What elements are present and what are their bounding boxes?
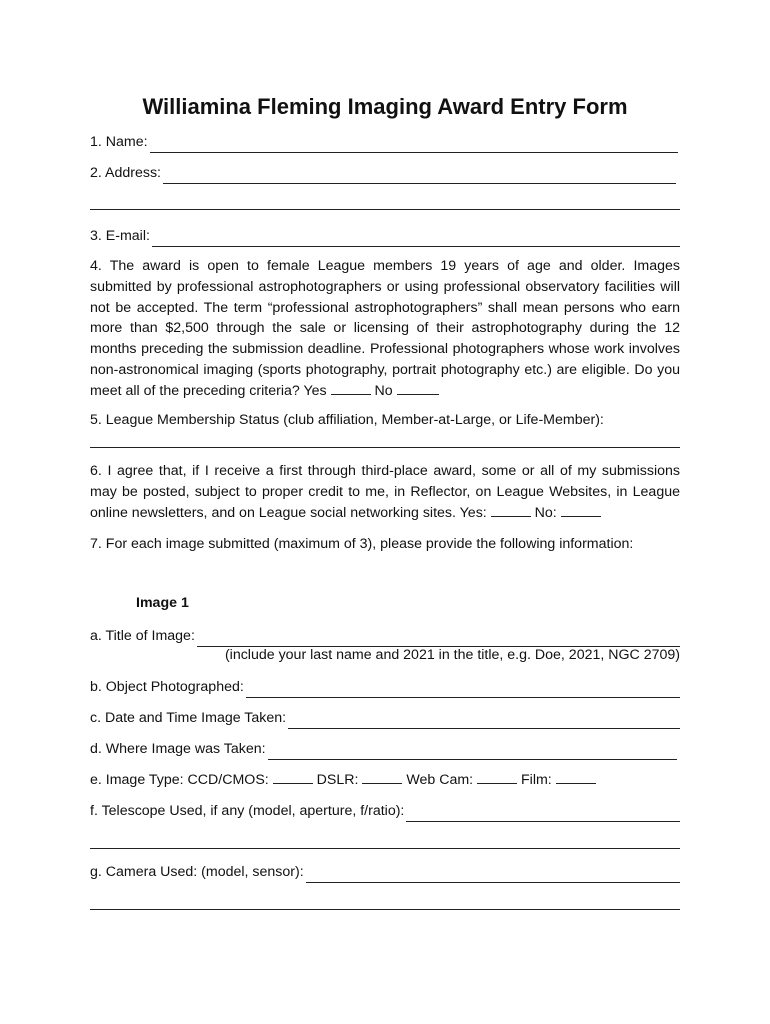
- image-title-field[interactable]: [197, 631, 680, 647]
- eligibility-no-label: No: [374, 382, 393, 399]
- date-time-field[interactable]: [288, 713, 680, 729]
- telescope-row: [90, 801, 680, 822]
- image-1-heading: Image 1: [136, 595, 189, 611]
- membership-status-question: 5. League Membership Status (club affiliation, Member-at-Large, or Life-Member):: [90, 412, 604, 428]
- image-type-label: e. Image Type:: [90, 772, 184, 788]
- location-label: d. Where Image was Taken:: [90, 741, 266, 757]
- address-row: [90, 163, 680, 184]
- consent-paragraph: [90, 461, 680, 523]
- consent-text: 6. I agree that, if I receive a first through third-place award, some or all of my submissions may be posted, subject to proper credit to me, in Reflector, on League Websites, in League online newsletters, and on League social networking sites.: [90, 463, 680, 521]
- object-row: [90, 677, 680, 698]
- telescope-field-line-2[interactable]: [90, 848, 680, 849]
- location-row: [90, 739, 680, 760]
- camera-field-line-2[interactable]: [90, 909, 680, 910]
- webcam-label: Web Cam:: [406, 772, 474, 788]
- image-type-row: [90, 770, 596, 788]
- eligibility-paragraph: [90, 256, 680, 402]
- address-field[interactable]: [163, 168, 676, 184]
- consent-no-label: No:: [534, 504, 557, 521]
- telescope-field[interactable]: [406, 806, 680, 822]
- eligibility-no-field[interactable]: [397, 381, 439, 395]
- camera-row: [90, 862, 680, 883]
- date-time-label: c. Date and Time Image Taken:: [90, 710, 287, 726]
- name-row: [90, 132, 680, 153]
- form-title: Williamina Fleming Imaging Award Entry Form: [142, 94, 628, 119]
- object-label: b. Object Photographed:: [90, 679, 244, 695]
- camera-field[interactable]: [306, 867, 680, 883]
- eligibility-text: 4. The award is open to female League members 19 years of age and older. Images submitted by professional astrophotographers or using professional observatory facilities will not be accepted. The term “professional astrophotographers” shall mean persons who earn more than $2,500 through the sale or licensing of their astrophotography during the 12 months preceding the submission deadline. Professional photographers whose work involves non-astronomical imaging (sports photography, portrait photography etc.) are eligible. Do you meet all of the preceding criteria?: [90, 258, 680, 399]
- date-time-row: [90, 708, 680, 729]
- email-field[interactable]: [152, 231, 680, 247]
- image-title-row: [90, 626, 680, 647]
- telescope-label: f. Telescope Used, if any (model, aperture, f/ratio):: [90, 803, 405, 819]
- location-field[interactable]: [268, 744, 677, 760]
- image-title-hint: (include your last name and 2021 in the title, e.g. Doe, 2021, NGC 2709): [224, 647, 680, 663]
- eligibility-yes-field[interactable]: [331, 381, 371, 395]
- address-label: 2. Address:: [90, 165, 161, 181]
- consent-yes-field[interactable]: [491, 503, 531, 517]
- image-title-label: a. Title of Image:: [90, 628, 195, 644]
- name-label: 1. Name:: [90, 134, 148, 150]
- name-field[interactable]: [150, 137, 678, 153]
- ccd-cmos-field[interactable]: [273, 770, 313, 784]
- dslr-field[interactable]: [362, 770, 402, 784]
- membership-status-field[interactable]: [90, 447, 680, 448]
- email-label: 3. E-mail:: [90, 228, 150, 244]
- image-info-instruction: 7. For each image submitted (maximum of 3), please provide the following information:: [90, 536, 634, 552]
- consent-no-field[interactable]: [561, 503, 601, 517]
- webcam-field[interactable]: [477, 770, 517, 784]
- consent-yes-label: Yes:: [459, 504, 487, 521]
- address-field-line-2[interactable]: [90, 209, 680, 210]
- object-field[interactable]: [246, 682, 680, 698]
- email-row: [90, 226, 680, 247]
- dslr-label: DSLR:: [316, 772, 359, 788]
- ccd-cmos-label: CCD/CMOS:: [187, 772, 269, 788]
- camera-label: g. Camera Used: (model, sensor):: [90, 864, 304, 880]
- film-field[interactable]: [556, 770, 596, 784]
- eligibility-yes-label: Yes: [303, 382, 327, 399]
- film-label: Film:: [521, 772, 552, 788]
